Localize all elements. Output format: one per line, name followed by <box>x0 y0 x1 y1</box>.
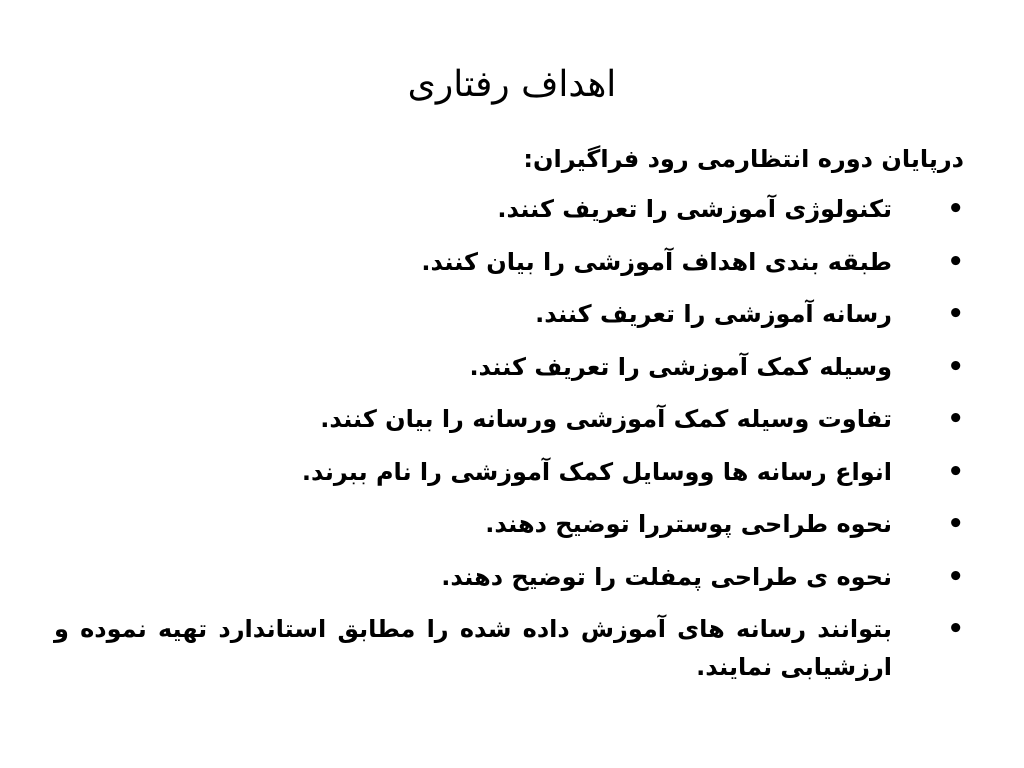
list-item-text: نحوه طراحی پوستررا توضیح دهند. <box>485 510 892 538</box>
bullet-icon: • <box>947 456 964 487</box>
list-item <box>54 190 964 228</box>
bullet-icon: • <box>947 509 964 539</box>
list-item-text: بتوانند رسانه های آموزش داده شده را مطابق استاندارد تهیه نموده و ارزشیابی نمایند. <box>54 615 892 681</box>
list-item-text: طبقه بندی اهداف آموزشی را بیان کنند. <box>421 247 892 276</box>
bullet-icon: • <box>947 299 964 329</box>
bullet-icon: • <box>947 194 964 224</box>
bullet-icon: • <box>947 246 964 277</box>
bullet-icon: • <box>947 404 964 434</box>
list-item <box>54 610 964 686</box>
list-item <box>54 453 964 491</box>
bullet-icon: • <box>947 351 964 382</box>
intro-text: درپایان دوره انتظارمی رود فراگیران: <box>523 145 964 173</box>
list-item <box>54 505 964 543</box>
list-item-text: وسیله کمک آموزشی را تعریف کنند. <box>469 352 892 381</box>
list-item <box>54 348 964 386</box>
list-item <box>54 558 964 596</box>
list-item-text: رسانه آموزشی را تعریف کنند. <box>535 300 892 328</box>
objectives-list <box>54 190 964 701</box>
list-item <box>54 400 964 438</box>
list-item <box>54 243 964 281</box>
slide-title: اهداف رفتاری <box>407 64 617 105</box>
list-item-text: تکنولوژی آموزشی را تعریف کنند. <box>497 195 892 223</box>
list-item-text: انواع رسانه ها ووسایل کمک آموزشی را نام ببرند. <box>301 457 892 486</box>
bullet-icon: • <box>947 561 964 592</box>
list-item-text: تفاوت وسیله کمک آموزشی ورسانه را بیان کنند. <box>320 405 892 433</box>
list-item-text: نحوه ی طراحی پمفلت را توضیح دهند. <box>441 562 892 591</box>
bullet-icon: • <box>947 614 964 644</box>
list-item <box>54 295 964 333</box>
